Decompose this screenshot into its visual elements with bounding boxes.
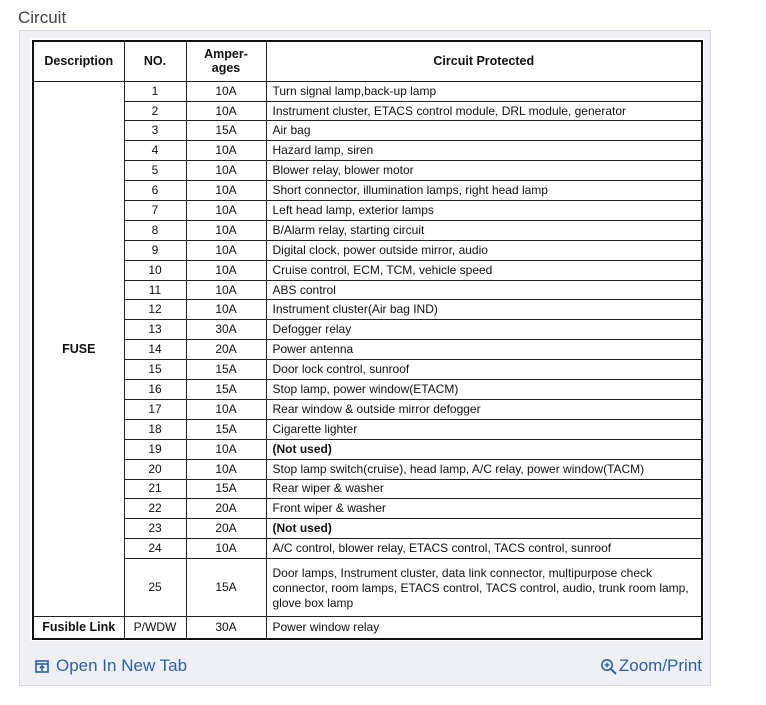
page-title: Circuit xyxy=(18,8,67,27)
amperage-cell: 15A xyxy=(186,479,266,499)
fuse-number-cell: 21 xyxy=(124,479,186,499)
circuit-protected-cell: A/C control, blower relay, ETACS control, TACS control, sunroof xyxy=(266,539,702,559)
fuse-number-cell: 8 xyxy=(124,220,186,240)
fuse-number-cell: 22 xyxy=(124,499,186,519)
circuit-protected-cell: Digital clock, power outside mirror, audio xyxy=(266,240,702,260)
amperage-cell: 15A xyxy=(186,360,266,380)
fusible-link-number-cell: P/WDW xyxy=(124,617,186,639)
table-row xyxy=(33,101,702,121)
circuit-protected-cell: (Not used) xyxy=(266,519,702,539)
fuse-number-cell: 14 xyxy=(124,340,186,360)
fuse-number-cell: 9 xyxy=(124,240,186,260)
table-row xyxy=(33,399,702,419)
amperage-cell: 10A xyxy=(186,260,266,280)
amperage-cell: 10A xyxy=(186,539,266,559)
amperage-cell: 15A xyxy=(186,380,266,400)
fuse-number-cell: 11 xyxy=(124,280,186,300)
amperage-cell: 10A xyxy=(186,81,266,101)
amperage-cell: 10A xyxy=(186,280,266,300)
circuit-protected-cell: Stop lamp, power window(ETACM) xyxy=(266,380,702,400)
fuse-number-cell: 18 xyxy=(124,419,186,439)
fuse-table-image[interactable] xyxy=(30,38,704,641)
table-header-row xyxy=(33,41,702,81)
fuse-number-cell: 20 xyxy=(124,459,186,479)
fuse-number-cell: 1 xyxy=(124,81,186,101)
table-row xyxy=(33,360,702,380)
header-amperages: Amper- ages xyxy=(186,41,266,81)
table-row xyxy=(33,539,702,559)
image-card xyxy=(19,30,711,686)
fuse-number-cell: 15 xyxy=(124,360,186,380)
table-row xyxy=(33,220,702,240)
table-row xyxy=(33,300,702,320)
circuit-protected-cell: Cigarette lighter xyxy=(266,419,702,439)
table-row xyxy=(33,201,702,221)
amperage-cell: 15A xyxy=(186,559,266,617)
circuit-protected-cell: Door lamps, Instrument cluster, data link connector, multipurpose check connector, room lamps, ETACS control, TACS control, audio, trunk room lamp, glove box lamp xyxy=(266,559,702,617)
circuit-protected-cell: Front wiper & washer xyxy=(266,499,702,519)
fuse-number-cell: 16 xyxy=(124,380,186,400)
fuse-number-cell: 19 xyxy=(124,439,186,459)
circuit-protected-cell: ABS control xyxy=(266,280,702,300)
table-row xyxy=(33,519,702,539)
circuit-protected-cell: Hazard lamp, siren xyxy=(266,141,702,161)
table-row xyxy=(33,439,702,459)
fuse-number-cell: 17 xyxy=(124,399,186,419)
table-row xyxy=(33,479,702,499)
circuit-protected-cell: (Not used) xyxy=(266,439,702,459)
fuse-number-cell: 23 xyxy=(124,519,186,539)
fuse-number-cell: 13 xyxy=(124,320,186,340)
circuit-protected-cell: Defogger relay xyxy=(266,320,702,340)
amperage-cell: 10A xyxy=(186,141,266,161)
fuse-number-cell: 6 xyxy=(124,181,186,201)
circuit-protected-cell: Instrument cluster(Air bag IND) xyxy=(266,300,702,320)
table-row xyxy=(33,340,702,360)
circuit-protected-cell: Left head lamp, exterior lamps xyxy=(266,201,702,221)
amperage-cell: 10A xyxy=(186,161,266,181)
table-row xyxy=(33,380,702,400)
open-in-new-tab-icon xyxy=(34,658,50,674)
zoom-print-link[interactable] xyxy=(600,656,702,676)
amperage-cell: 10A xyxy=(186,459,266,479)
amperage-cell: 10A xyxy=(186,181,266,201)
fusible-link-description-cell: Fusible Link xyxy=(33,617,124,639)
table-row xyxy=(33,141,702,161)
circuit-protected-cell: Stop lamp switch(cruise), head lamp, A/C relay, power window(TACM) xyxy=(266,459,702,479)
amperage-cell: 20A xyxy=(186,499,266,519)
fusible-link-row xyxy=(33,617,702,639)
circuit-protected-cell: Instrument cluster, ETACS control module, DRL module, generator xyxy=(266,101,702,121)
open-in-new-tab-link[interactable] xyxy=(34,656,187,676)
amperage-cell: 20A xyxy=(186,519,266,539)
amperage-cell: 10A xyxy=(186,240,266,260)
fuse-table xyxy=(32,40,703,640)
open-in-new-tab-label: Open In New Tab xyxy=(56,656,188,675)
table-row xyxy=(33,459,702,479)
table-row xyxy=(33,260,702,280)
fuse-number-cell: 10 xyxy=(124,260,186,280)
fuse-number-cell: 24 xyxy=(124,539,186,559)
table-row xyxy=(33,280,702,300)
amperage-cell: 15A xyxy=(186,121,266,141)
circuit-protected-cell: Rear wiper & washer xyxy=(266,479,702,499)
amperage-cell: 10A xyxy=(186,220,266,240)
amperage-cell: 30A xyxy=(186,320,266,340)
table-row xyxy=(33,499,702,519)
table-row xyxy=(33,121,702,141)
fuse-number-cell: 7 xyxy=(124,201,186,221)
circuit-protected-cell: Door lock control, sunroof xyxy=(266,360,702,380)
table-row xyxy=(33,161,702,181)
circuit-protected-cell: Power antenna xyxy=(266,340,702,360)
table-row xyxy=(33,181,702,201)
circuit-protected-cell: Air bag xyxy=(266,121,702,141)
zoom-print-label: Zoom/Print xyxy=(618,656,702,675)
fusible-link-circuit-cell: Power window relay xyxy=(266,617,702,639)
fuse-number-cell: 12 xyxy=(124,300,186,320)
table-row xyxy=(33,419,702,439)
fuse-number-cell: 3 xyxy=(124,121,186,141)
table-row xyxy=(33,81,702,101)
fuse-number-cell: 25 xyxy=(124,559,186,617)
fusible-link-amperage-cell: 30A xyxy=(186,617,266,639)
amperage-cell: 10A xyxy=(186,439,266,459)
table-row xyxy=(33,320,702,340)
circuit-protected-cell: Turn signal lamp,back-up lamp xyxy=(266,81,702,101)
amperage-cell: 20A xyxy=(186,340,266,360)
circuit-protected-cell: B/Alarm relay, starting circuit xyxy=(266,220,702,240)
amperage-cell: 10A xyxy=(186,201,266,221)
amperage-cell: 10A xyxy=(186,399,266,419)
fuse-description-cell: FUSE xyxy=(33,81,124,617)
amperage-cell: 15A xyxy=(186,419,266,439)
fuse-number-cell: 5 xyxy=(124,161,186,181)
table-row xyxy=(33,240,702,260)
circuit-protected-cell: Blower relay, blower motor xyxy=(266,161,702,181)
circuit-protected-cell: Short connector, illumination lamps, right head lamp xyxy=(266,181,702,201)
zoom-in-icon xyxy=(600,658,616,674)
header-circuit-protected: Circuit Protected xyxy=(266,41,702,81)
circuit-protected-cell: Rear window & outside mirror defogger xyxy=(266,399,702,419)
table-row xyxy=(33,559,702,617)
circuit-protected-cell: Cruise control, ECM, TCM, vehicle speed xyxy=(266,260,702,280)
header-no: NO. xyxy=(124,41,186,81)
fuse-number-cell: 4 xyxy=(124,141,186,161)
amperage-cell: 10A xyxy=(186,300,266,320)
amperage-cell: 10A xyxy=(186,101,266,121)
header-description: Description xyxy=(33,41,124,81)
fuse-number-cell: 2 xyxy=(124,101,186,121)
